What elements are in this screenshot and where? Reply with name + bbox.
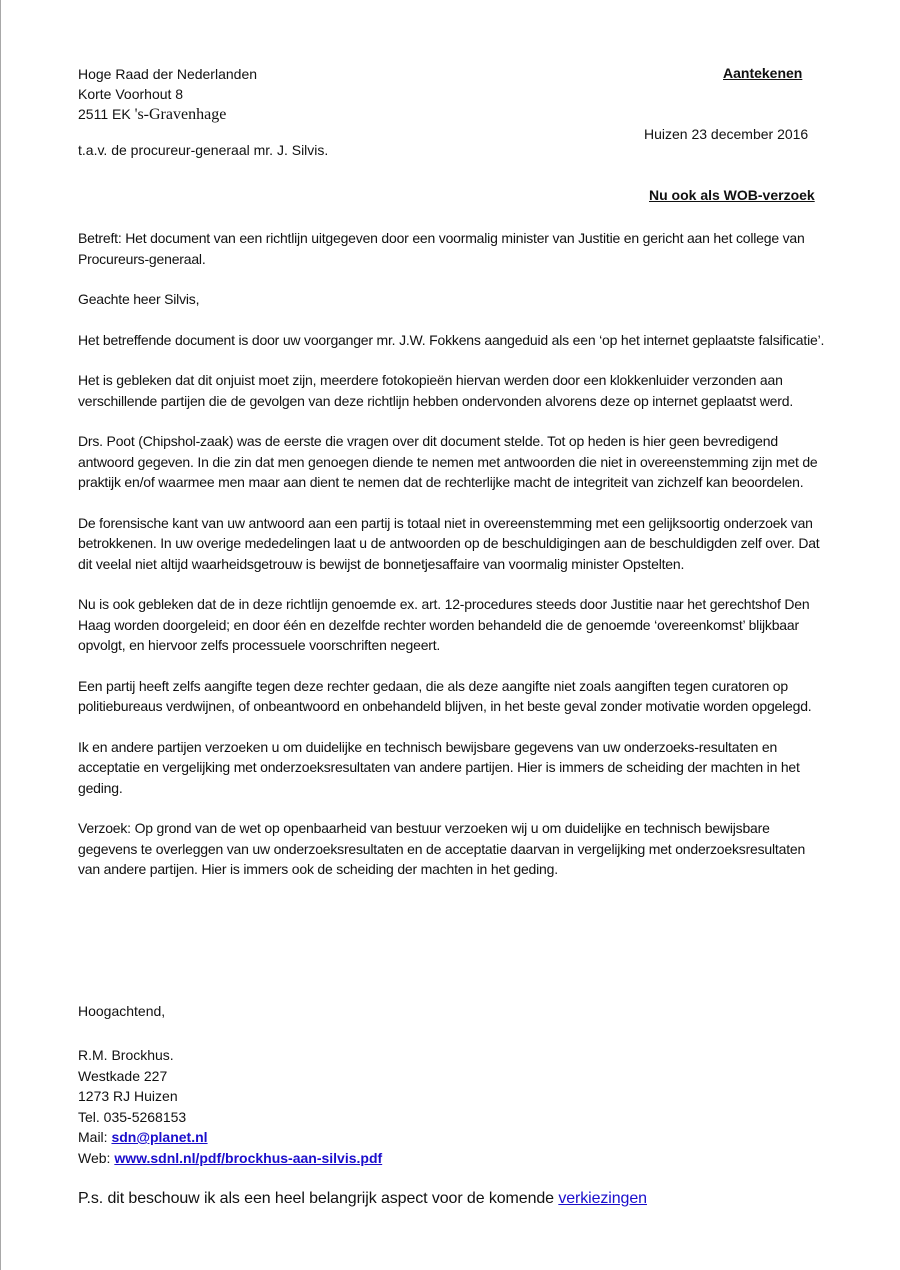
- recipient-street: Korte Voorhout 8: [78, 86, 184, 102]
- subject-line: Betreft: Het document van een richtlijn uitgegeven door een voormalig minister van Justitie en gericht aan het college van Procureurs-generaal.: [78, 230, 805, 267]
- sender-web-row: [78, 1148, 382, 1169]
- sender-phone: Tel. 035-5268153: [78, 1108, 187, 1125]
- body-paragraph: Ik en andere partijen verzoeken u om duidelijke en technisch bewijsbare gegevens van uw onderzoeks-resultaten en acceptatie en vergelijking met onderzoeksresultaten van andere partijen. Hier is immers de scheiding der machten in het geding.: [78, 738, 800, 796]
- web-link[interactable]: www.sdnl.nl/pdf/brockhus-aan-silvis.pdf: [114, 1149, 383, 1166]
- place-date: Huizen 23 december 2016: [644, 126, 809, 142]
- attention-line: t.a.v. de procureur-generaal mr. J. Silvis.: [78, 142, 329, 158]
- body-paragraph: Het betreffende document is door uw voorganger mr. J.W. Fokkens aangeduid als een ‘op het internet geplaatste falsificatie’.: [78, 331, 825, 348]
- salutation: Geachte heer Silvis,: [78, 291, 200, 307]
- body-paragraph: Drs. Poot (Chipshol-zaak) was de eerste die vragen over dit document stelde. Tot op heden is hier geen bevredigend antwoord gegeven. In die zin dat men genoegen diende te nemen met antwoorden die niet in overeenstemming zijn met de praktijk en/of waarmee men maar aan dient te nemen dat de rechterlijke macht de integriteit van zichzelf kan beoordelen.: [78, 433, 818, 490]
- mail-label: Mail:: [78, 1129, 108, 1145]
- sender-street: Westkade 227: [78, 1067, 168, 1084]
- web-label: Web:: [78, 1149, 111, 1166]
- recipient-city-line: [78, 104, 257, 125]
- recipient-address: [78, 64, 257, 125]
- body-paragraph: Nu is ook gebleken dat de in deze richtlijn genoemde ex. art. 12-procedures steeds door Justitie naar het gerechtshof Den Haag worden doorgeleid; en door één en dezelfde rechter worden behandeld die de genoemde ‘overeenkomst’ blijkbaar opvolgt, en hiervoor zelfs processuele voorschriften negeert.: [78, 596, 810, 653]
- registered-mail-label: Aantekenen: [723, 65, 803, 81]
- letter-body: [78, 228, 828, 900]
- recipient-name: Hoge Raad der Nederlanden: [78, 66, 258, 82]
- body-paragraph: De forensische kant van uw antwoord aan een partij is totaal niet in overeenstemming met een gelijksoortig onderzoek van betrokkenen. In uw overige mededelingen laat u de antwoorden op de beschuldigingen aan de beschuldigden zelf over. Dat dit veelal niet altijd waarheidsgetrouw is bewijst de bonnetjesaffaire van voormalig minister Opstelten.: [78, 514, 820, 572]
- sender-mail-row: [78, 1127, 382, 1148]
- sender-name: R.M. Brockhus.: [78, 1047, 174, 1063]
- sender-postcode-city: 1273 RJ Huizen: [78, 1088, 178, 1104]
- body-paragraph: Het is gebleken dat dit onjuist moet zijn, meerdere fotokopieën hiervan werden door een klokkenluider verzonden aan verschillende partijen die de gevolgen van deze richtlijn hebben ondervonden alvorens deze op internet geplaatst werd.: [78, 372, 794, 409]
- elections-link[interactable]: verkiezingen: [558, 1190, 647, 1207]
- closing: Hoogachtend,: [78, 1003, 166, 1019]
- request-paragraph: Verzoek: Op grond van de wet op openbaarheid van bestuur verzoeken wij u om duidelijke en technisch bewijsbare gegevens te overleggen van uw onderzoeksresultaten en de acceptatie daarvan in vergelijking met onderzoeksresultaten van andere partijen. Hier is immers ook de scheiding der machten in het geding.: [78, 820, 806, 877]
- wob-request-note: Nu ook als WOB-verzoek: [649, 187, 815, 203]
- recipient-postcode: 2511 EK: [78, 106, 131, 122]
- recipient-city: 's-Gravenhage: [134, 106, 227, 123]
- body-paragraph: Een partij heeft zelfs aangifte tegen deze rechter gedaan, die als deze aangifte niet zoals aangiften tegen curatoren op politiebureaus verdwijnen, of onbeantwoord en onbehandeld blijven, in het beste geval zonder motivatie worden opgelegd.: [78, 677, 812, 714]
- sender-block: [78, 1045, 382, 1168]
- postscript-text: P.s. dit beschouw ik als een heel belangrijk aspect voor de komende: [78, 1190, 554, 1207]
- postscript: [78, 1190, 647, 1208]
- mail-link[interactable]: sdn@planet.nl: [111, 1129, 208, 1145]
